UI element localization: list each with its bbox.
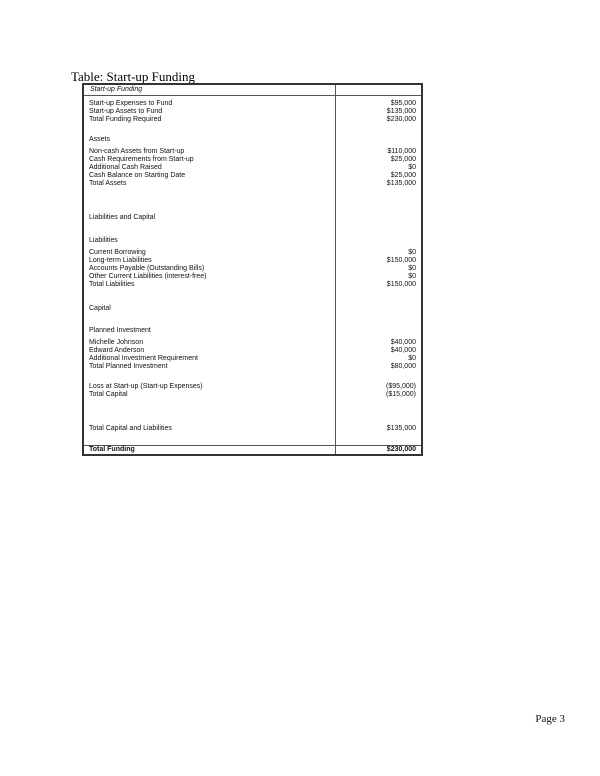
table-row <box>84 281 421 289</box>
page-number: Page 3 <box>535 713 565 725</box>
row-value: $25,000 <box>390 156 416 163</box>
table-row <box>84 363 421 371</box>
row-label: Total Funding Required <box>89 116 162 123</box>
row-label: Non-cash Assets from Start-up <box>89 148 185 155</box>
row-value: $0 <box>408 265 416 272</box>
row-label: Start-up Assets to Fund <box>89 108 163 115</box>
row-label: Total Planned Investment <box>89 363 168 370</box>
table-row <box>84 237 421 245</box>
row-label: Total Assets <box>89 180 127 187</box>
row-value: $150,000 <box>386 257 416 264</box>
table-row <box>84 355 421 363</box>
table-row <box>84 339 421 347</box>
table-row <box>84 148 421 156</box>
row-value: ($15,000) <box>386 391 416 398</box>
row-label: Long-term Liabilities <box>89 257 152 264</box>
row-label: Additional Investment Requirement <box>89 355 198 362</box>
row-label: Additional Cash Raised <box>89 164 162 171</box>
table-row <box>84 257 421 265</box>
row-label: Capital <box>89 305 111 312</box>
row-value: $135,000 <box>386 425 416 432</box>
row-value: $0 <box>408 164 416 171</box>
row-label: Liabilities and Capital <box>89 214 156 221</box>
header-divider <box>84 95 421 96</box>
table-row <box>84 180 421 188</box>
row-value: $135,000 <box>386 108 416 115</box>
startup-funding-table <box>82 83 423 456</box>
row-value: $0 <box>408 273 416 280</box>
row-value: $25,000 <box>390 172 416 179</box>
row-value: $0 <box>408 249 416 256</box>
table-row <box>84 116 421 124</box>
row-value: $40,000 <box>390 339 416 346</box>
row-label: Loss at Start-up (Start-up Expenses) <box>89 383 203 390</box>
table-row <box>84 214 421 222</box>
row-value: ($95,000) <box>386 383 416 390</box>
table-row <box>84 425 421 433</box>
table-row <box>84 273 421 281</box>
row-label: Total Capital and Liabilities <box>89 425 172 432</box>
row-label: Other Current Liabilities (interest-free) <box>89 273 207 280</box>
row-value: $230,000 <box>386 446 416 453</box>
table-row <box>84 446 421 454</box>
table-row <box>84 164 421 172</box>
table-row <box>84 383 421 391</box>
row-value: $110,000 <box>387 148 416 155</box>
row-label: Cash Balance on Starting Date <box>89 172 186 179</box>
row-label: Current Borrowing <box>89 249 146 256</box>
row-value: $230,000 <box>386 116 416 123</box>
table-row <box>84 172 421 180</box>
row-label: Assets <box>89 136 111 143</box>
row-label: Edward Anderson <box>89 347 145 354</box>
row-value: $135,000 <box>386 180 416 187</box>
row-label: Michelle Johnson <box>89 339 144 346</box>
table-row <box>84 391 421 399</box>
row-label: Start-up Expenses to Fund <box>89 100 173 107</box>
row-value: $80,000 <box>390 363 416 370</box>
row-label: Total Funding <box>89 446 135 453</box>
table-row <box>84 156 421 164</box>
table-row <box>84 347 421 355</box>
table-row <box>84 136 421 144</box>
table-row <box>84 249 421 257</box>
row-value: $95,000 <box>390 100 416 107</box>
table-row <box>84 108 421 116</box>
row-label: Total Capital <box>89 391 128 398</box>
table-row <box>84 265 421 273</box>
row-label: Total Liabilities <box>89 281 135 288</box>
row-value: $0 <box>408 355 416 362</box>
row-value: $40,000 <box>390 347 416 354</box>
table-caption: Table: Start-up Funding <box>71 69 196 84</box>
row-label: Liabilities <box>89 237 118 244</box>
row-label: Accounts Payable (Outstanding Bills) <box>89 265 205 272</box>
row-value: $150,000 <box>386 281 416 288</box>
table-row <box>84 100 421 108</box>
table-header: Start-up Funding <box>90 86 143 93</box>
row-label: Planned Investment <box>89 327 151 334</box>
table-row <box>84 305 421 313</box>
table-row <box>84 327 421 335</box>
row-label: Cash Requirements from Start-up <box>89 156 194 163</box>
